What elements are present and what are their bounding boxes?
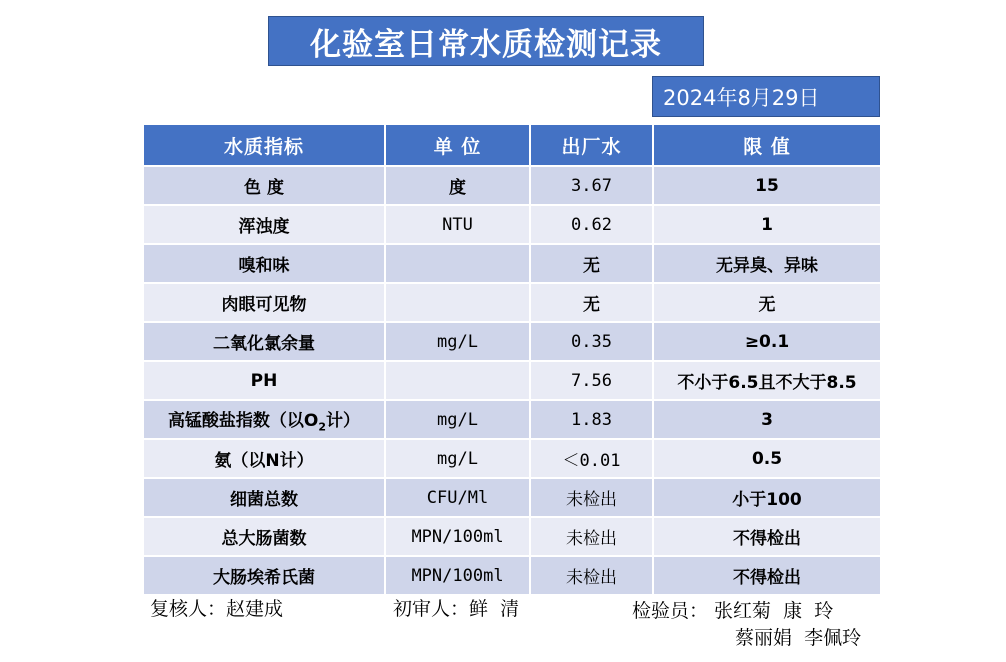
unit-cell xyxy=(385,244,530,283)
unit-cell xyxy=(385,361,530,400)
value-cell: 未检出 xyxy=(530,478,653,517)
limit-cell: 15 xyxy=(653,166,881,205)
value-cell: 1.83 xyxy=(530,400,653,439)
header-limit: 限 值 xyxy=(653,124,881,166)
limit-cell: 不得检出 xyxy=(653,556,881,595)
limit-cell: 无 xyxy=(653,283,881,322)
value-cell: 未检出 xyxy=(530,556,653,595)
table-row xyxy=(143,283,881,322)
unit-cell: NTU xyxy=(385,205,530,244)
limit-cell: 小于100 xyxy=(653,478,881,517)
value-cell: 未检出 xyxy=(530,517,653,556)
limit-cell: 不得检出 xyxy=(653,517,881,556)
table-row xyxy=(143,517,881,556)
indicator-text: 高锰酸盐指数（以O xyxy=(167,410,319,431)
page-title: 化验室日常水质检测记录 xyxy=(268,16,704,66)
header-unit: 单 位 xyxy=(385,124,530,166)
indicator-cell: 大肠埃希氏菌 xyxy=(143,556,385,595)
indicator-cell: 浑浊度 xyxy=(143,205,385,244)
table-row xyxy=(143,400,881,439)
indicator-text-suffix: 计） xyxy=(326,410,361,431)
table-row xyxy=(143,166,881,205)
limit-cell: 3 xyxy=(653,400,881,439)
limit-cell: 无异臭、异味 xyxy=(653,244,881,283)
table-row xyxy=(143,322,881,361)
indicator-cell: 肉眼可见物 xyxy=(143,283,385,322)
table-row xyxy=(143,556,881,595)
indicator-cell: 细菌总数 xyxy=(143,478,385,517)
unit-cell: MPN/100ml xyxy=(385,517,530,556)
water-quality-table xyxy=(142,123,882,596)
inspectors-line-1: 检验员： 张红菊 康 玲 xyxy=(632,600,834,622)
unit-cell xyxy=(385,283,530,322)
value-cell: 3.67 xyxy=(530,166,653,205)
report-date: 2024年8月29日 xyxy=(652,76,880,117)
limit-cell: 0.5 xyxy=(653,439,881,478)
value-cell: 7.56 xyxy=(530,361,653,400)
value-cell: 无 xyxy=(530,283,653,322)
inspectors-line-2: 蔡丽娟 李佩玲 xyxy=(735,627,862,649)
indicator-cell: 氨（以N计） xyxy=(143,439,385,478)
reviewer-signature: 复核人：赵建成 xyxy=(150,598,284,620)
header-indicator: 水质指标 xyxy=(143,124,385,166)
unit-cell: mg/L xyxy=(385,439,530,478)
value-cell: 0.62 xyxy=(530,205,653,244)
limit-cell: ≥0.1 xyxy=(653,322,881,361)
unit-cell: MPN/100ml xyxy=(385,556,530,595)
first-reviewer-signature: 初审人：鲜 清 xyxy=(393,598,520,620)
unit-cell: CFU/Ml xyxy=(385,478,530,517)
table-row xyxy=(143,361,881,400)
indicator-cell: PH xyxy=(143,361,385,400)
indicator-cell: 二氧化氯余量 xyxy=(143,322,385,361)
indicator-cell: 总大肠菌数 xyxy=(143,517,385,556)
value-cell: 0.35 xyxy=(530,322,653,361)
table-row xyxy=(143,478,881,517)
unit-cell: mg/L xyxy=(385,400,530,439)
table-row xyxy=(143,205,881,244)
limit-cell: 1 xyxy=(653,205,881,244)
indicator-cell: 嗅和味 xyxy=(143,244,385,283)
table-row xyxy=(143,244,881,283)
indicator-cell: 色 度 xyxy=(143,166,385,205)
limit-cell: 不小于6.5且不大于8.5 xyxy=(653,361,881,400)
unit-cell: mg/L xyxy=(385,322,530,361)
indicator-cell xyxy=(143,400,385,439)
value-cell: 无 xyxy=(530,244,653,283)
table-header-row xyxy=(143,124,881,166)
value-cell: ＜0.01 xyxy=(530,439,653,478)
header-value: 出厂水 xyxy=(530,124,653,166)
subscript-text: 2 xyxy=(318,420,327,434)
table-row xyxy=(143,439,881,478)
unit-cell: 度 xyxy=(385,166,530,205)
